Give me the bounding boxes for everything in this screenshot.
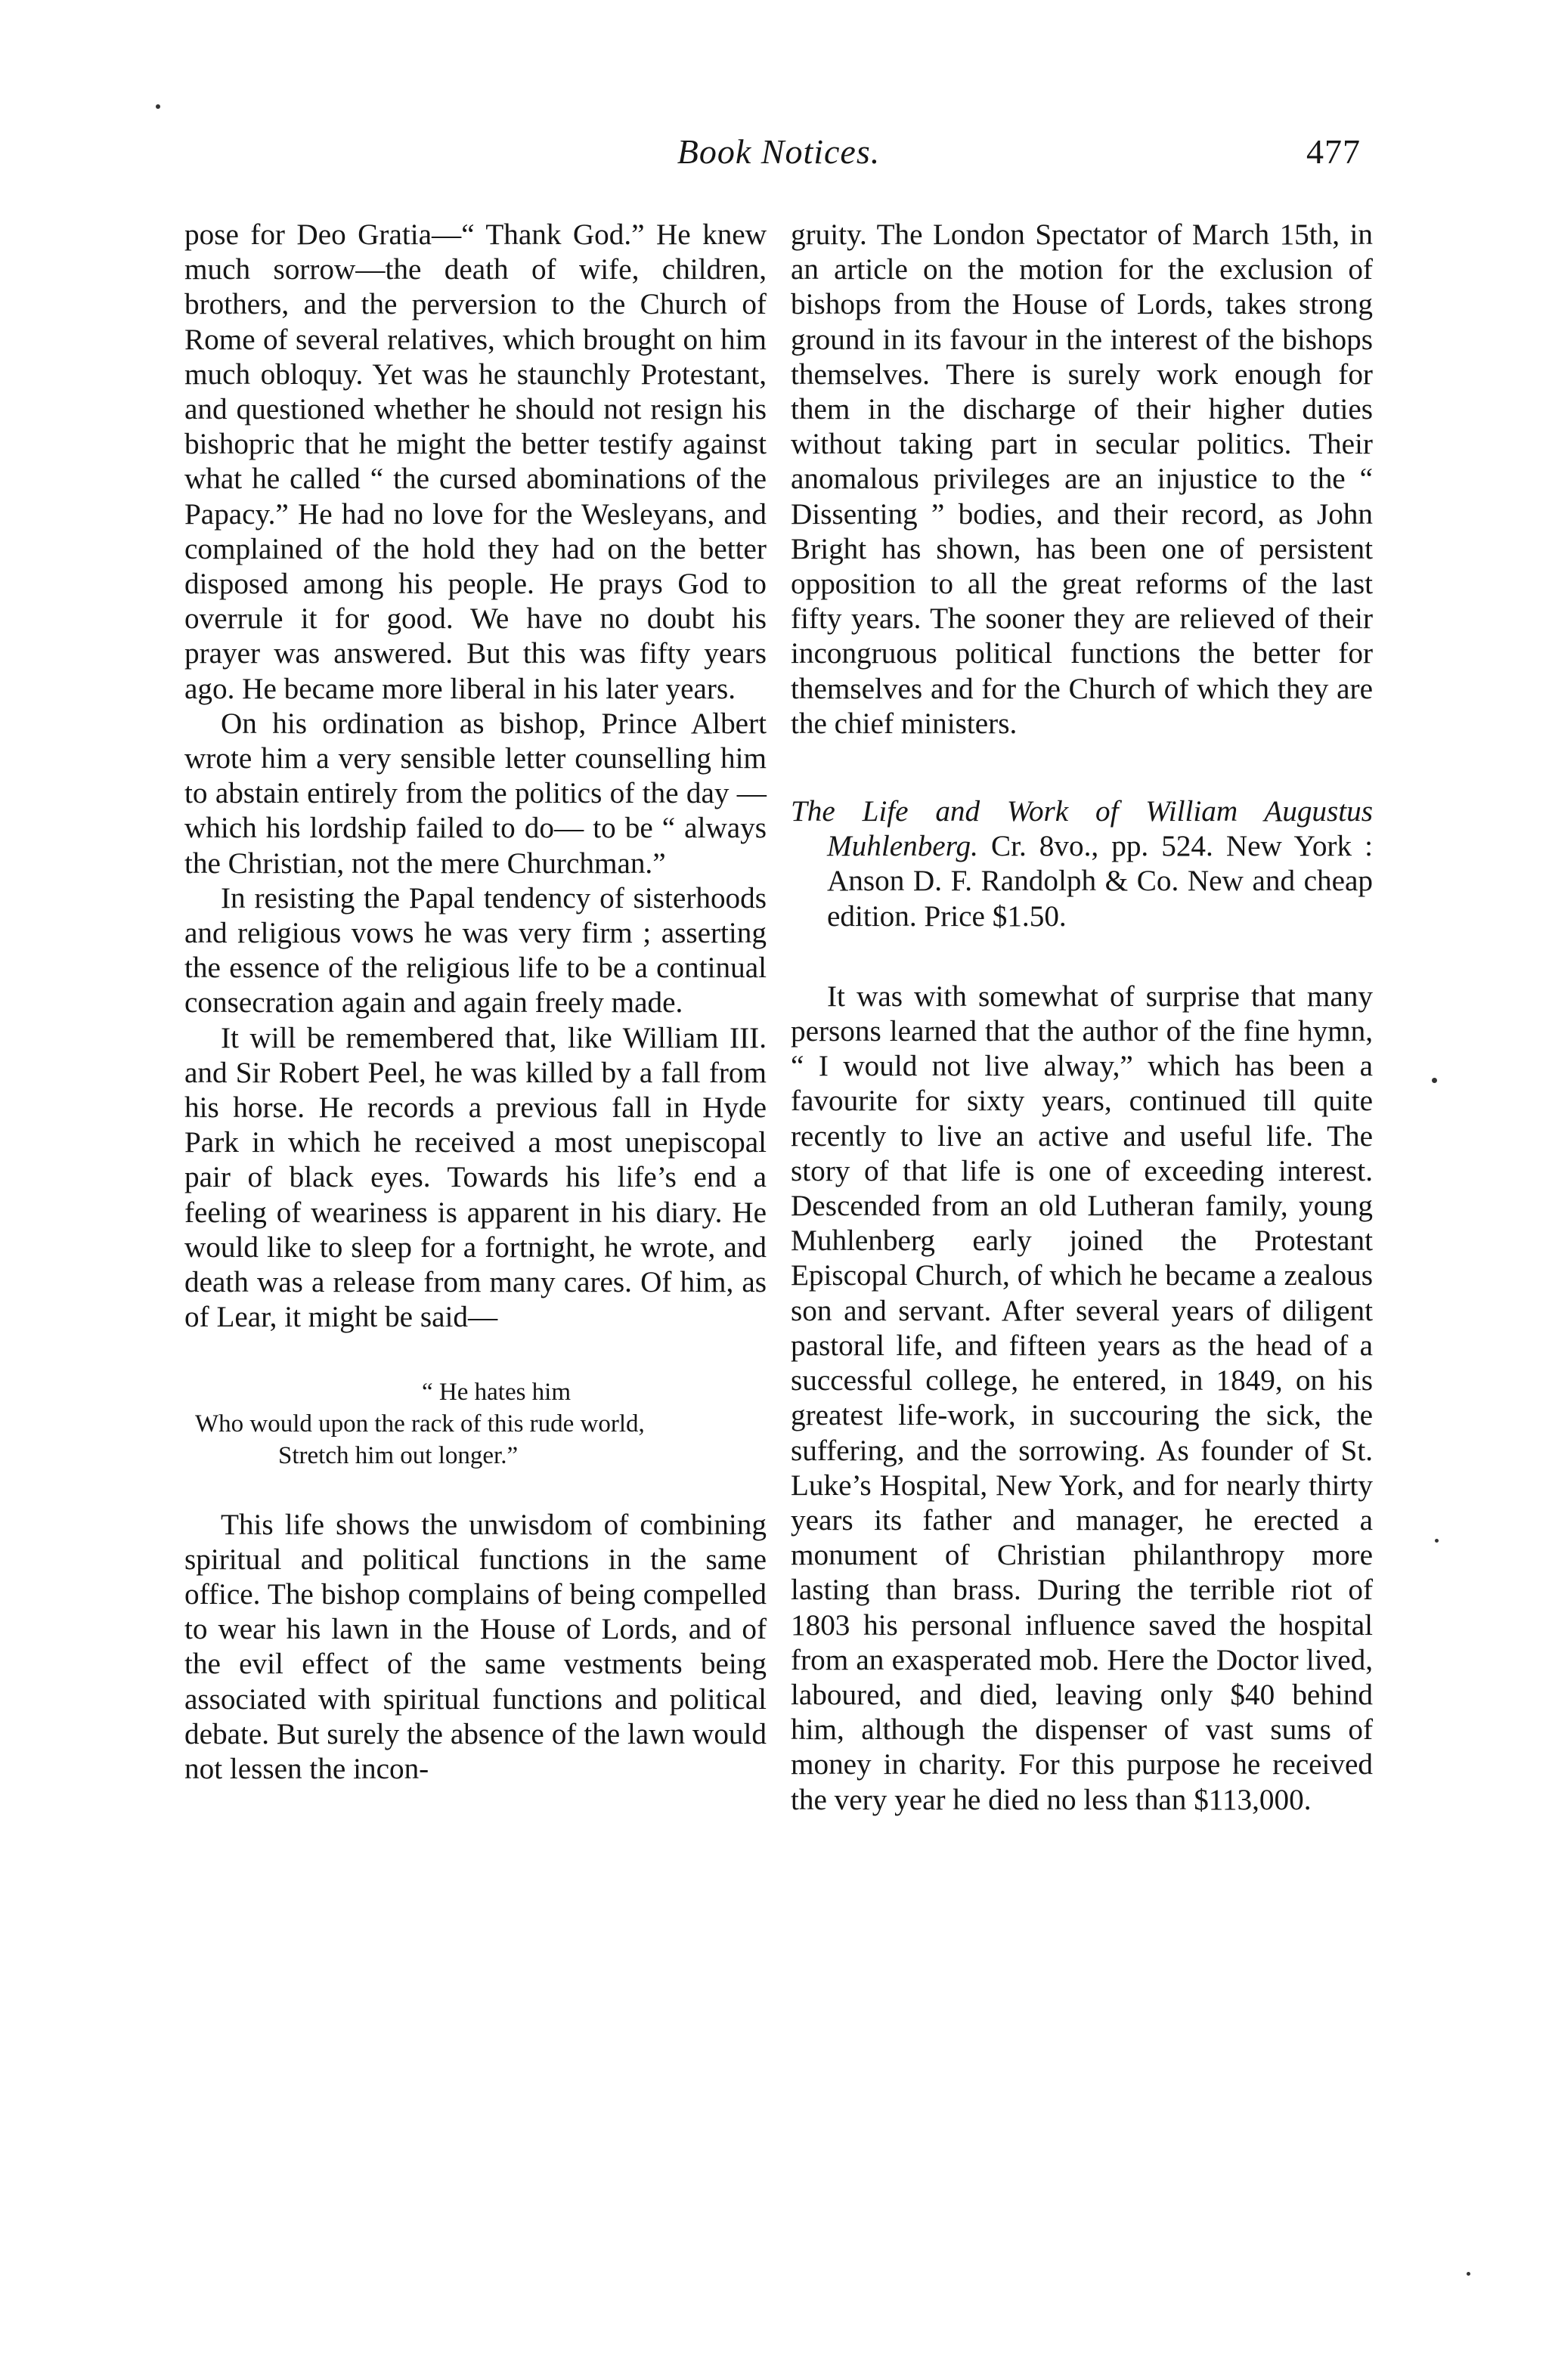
right-paragraph-2: It was with somewhat of surprise that many persons learned that the author of the fine hymn, “ I would not live alway,” which has been a favourite for sixty years, continued till quite recently to live an active and useful life. The story of that life is one of exceeding interest. Descended from an old Lutheran family, young Muhlenberg early joined the Protestant Episcopal Church, of which he became a zealous son and servant. After several years of diligent pastoral life, and fifteen years as the head of a successful college, he entered, in 1849, on his greatest life-work, in succouring the sick, the suffering, and the sorrowing. As founder of St. Luke’s Hospital, New York, and for nearly thirty years its father and manager, he erected a monument of Christian philanthropy more lasting than brass. During the terrible riot of 1803 his personal influence saved the hospital from an exasperated mob. Here the Doctor lived, laboured, and died, leaving only $40 behind him, although the dispenser of vast sums of money in charity. For this purpose he received the very year he died no less than $113,000.	[791, 980, 1373, 1816]
scan-speck	[1432, 1078, 1437, 1083]
verse-quotation	[195, 1376, 767, 1472]
book-notice-heading	[791, 794, 1373, 934]
verse-line-1: “ He hates him	[422, 1378, 572, 1406]
left-paragraph-2: On his ordination as bishop, Prince Albert wrote him a very sensible letter counselling him to abstain entirely from the politics of the day —which his lordship failed to do— to be “ always the Christian, not the mere Churchman.”	[184, 707, 767, 880]
scan-speck	[1467, 2272, 1470, 2276]
page-header	[181, 128, 1376, 181]
book-details: Cr. 8vo., pp. 524. New York : Anson D. F. Randolph & Co. New and cheap edition. Price $1.50.	[827, 830, 1373, 933]
page-number: 477	[1306, 132, 1361, 171]
right-paragraph-1: gruity. The London Spectator of March 15th, in an article on the motion for the exclusion of bishops from the House of Lords, takes strong ground in its favour in the interest of the bishops themselves. There is surely work enough for them in the discharge of their higher duties without taking part in secular politics. Their anomalous privileges are an injustice to the “ Dissenting ” bodies, and their record, as John Bright has shown, has been one of persistent opposition to all the great reforms of the last fifty years. The sooner they are relieved of their incongruous political functions the better for themselves and for the Church of which they are the chief ministers.	[791, 218, 1373, 740]
verse-line-3: Stretch him out longer.”	[278, 1441, 519, 1469]
left-column	[184, 218, 767, 1787]
scan-speck	[1435, 1539, 1439, 1543]
left-paragraph-1: pose for Deo Gratia—“ Thank God.” He knew much sorrow—the death of wife, children, brothers, and the perversion to the Church of Rome of several relatives, which brought on him much obloquy. Yet was he staunchly Protestant, and questioned whether he should not resign his bishopric that he might the better testify against what he called “ the cursed abominations of the Papacy.” He had no love for the Wesleyans, and complained of the hold they had on the better disposed among his people. He prays God to overrule it for good. We have no doubt his prayer was answered. But this was fifty years ago. He became more liberal in his later years.	[184, 218, 767, 705]
left-paragraph-4: It will be remembered that, like William III. and Sir Robert Peel, he was killed by a fall from his horse. He records a previous fall in Hyde Park in which he received a most unepiscopal pair of black eyes. Towards his life’s end a feeling of weariness is apparent in his diary. He would like to sleep for a fortnight, he wrote, and death was a release from many cares. Of him, as of Lear, it might be said—	[184, 1021, 767, 1334]
left-paragraph-3: In resisting the Papal tendency of sisterhoods and religious vows he was very firm ; asserting the essence of the religious life to be a continual consecration again and again freely made.	[184, 881, 767, 1020]
scan-speck	[156, 104, 160, 109]
running-title: Book Notices.	[677, 132, 881, 171]
left-paragraph-5: This life shows the unwisdom of combining spiritual and political functions in the same office. The bishop complains of being compelled to wear his lawn in the House of Lords, and of the evil effect of the same vestments being associated with spiritual functions and political debate. But surely the absence of the lawn would not lessen the incon-	[184, 1508, 767, 1785]
right-column	[791, 218, 1373, 1818]
book-title: The Life and Work of William Augustus Muhlenberg.	[791, 795, 1373, 863]
verse-line-2: Who would upon the rack of this rude world,	[195, 1410, 645, 1438]
